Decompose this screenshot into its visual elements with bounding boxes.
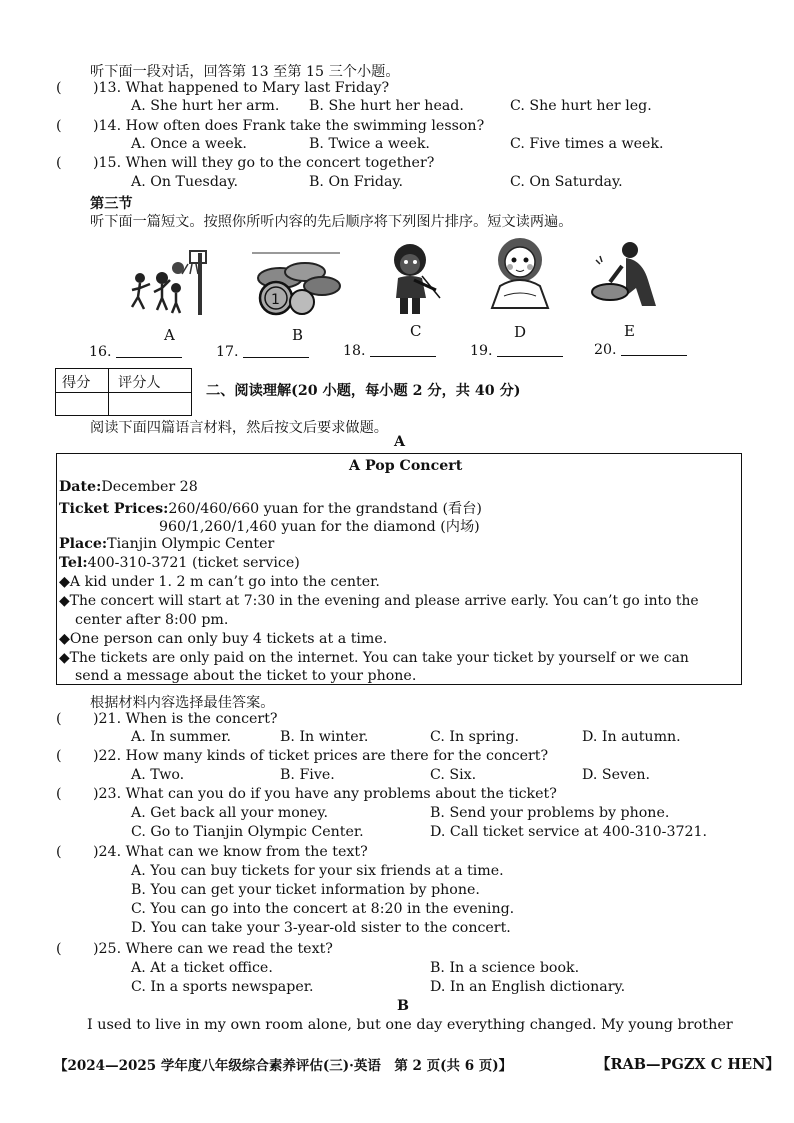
option-15b: B. On Friday.	[309, 174, 404, 190]
svg-text:1: 1	[271, 292, 280, 308]
score-table	[55, 368, 192, 416]
answer-line[interactable]	[621, 341, 687, 356]
picture-label-a: A	[164, 326, 175, 344]
option-14b: B. Twice a week.	[309, 136, 430, 152]
footer-page-info: 【2024—2025 学年度八年级综合素养评估(三)·英语 第 2 页(共 6 页)】	[54, 1058, 513, 1074]
date-label: Date:	[59, 479, 102, 495]
coins-icon	[250, 250, 345, 318]
question-15: )15. When will they go to the concert together?	[93, 155, 435, 171]
picture-label-e: E	[624, 322, 635, 340]
section-title: 第三节	[90, 196, 133, 212]
choose-instruction: 根据材料内容选择最佳答案。	[90, 695, 275, 711]
option-24c: C. You can go into the concert at 8:20 in the evening.	[131, 901, 515, 917]
rule-2-cont: center after 8:00 pm.	[75, 612, 229, 628]
doll-icon	[488, 236, 552, 314]
option-25d: D. In an English dictionary.	[430, 979, 626, 995]
option-24a: A. You can buy tickets for your six friends at a time.	[131, 863, 504, 879]
reading-instruction: 阅读下面四篇语言材料，然后按文后要求做题。	[90, 420, 388, 436]
answer-paren[interactable]: (	[56, 844, 62, 860]
prices-label: Ticket Prices:	[59, 501, 169, 517]
option-13c: C. She hurt her leg.	[510, 98, 652, 114]
answer-line[interactable]	[116, 343, 182, 358]
option-23b: B. Send your problems by phone.	[430, 805, 670, 821]
box-title: A Pop Concert	[349, 458, 463, 474]
blank-17[interactable]	[216, 343, 309, 360]
tel-line	[59, 555, 300, 571]
option-14a: A. Once a week.	[131, 136, 247, 152]
option-13b: B. She hurt her head.	[309, 98, 464, 114]
option-22c: C. Six.	[430, 767, 477, 783]
rule-2: ◆The concert will start at 7:30 in the evening and please arrive early. You can’t go into the	[59, 593, 699, 609]
answer-paren[interactable]: (	[56, 748, 62, 764]
option-25c: C. In a sports newspaper.	[131, 979, 314, 995]
listening-intro: 听下面一段对话，回答第 13 至第 15 三个小题。	[90, 64, 400, 80]
answer-line[interactable]	[243, 343, 309, 358]
date-value: December 28	[101, 479, 198, 495]
blank-number: 18.	[343, 343, 366, 359]
option-25b: B. In a science book.	[430, 960, 580, 976]
prices-line	[59, 498, 482, 518]
blank-number: 20.	[594, 342, 617, 358]
blank-18[interactable]	[343, 342, 436, 359]
option-21a: A. In summer.	[131, 729, 231, 745]
blank-number: 19.	[470, 343, 493, 359]
question-14: )14. How often does Frank take the swimming lesson?	[93, 118, 485, 134]
answer-paren[interactable]: (	[56, 118, 62, 134]
option-22a: A. Two.	[131, 767, 185, 783]
passage-b-text: I used to live in my own room alone, but one day everything changed. My young brother	[87, 1017, 733, 1033]
section-instruction: 听下面一篇短文。按照你所听内容的先后顺序将下列图片排序。短文读两遍。	[90, 214, 573, 230]
option-23a: A. Get back all your money.	[131, 805, 328, 821]
score-label: 得分	[62, 375, 91, 391]
kids-playing-basketball-icon	[128, 248, 220, 320]
option-21d: D. In autumn.	[582, 729, 681, 745]
prices-value: 260/460/660 yuan for the grandstand (看台)	[168, 501, 482, 517]
option-15a: A. On Tuesday.	[131, 174, 239, 190]
boy-playing-violin-icon	[384, 240, 446, 318]
option-13a: A. She hurt her arm.	[131, 98, 280, 114]
question-22: )22. How many kinds of ticket prices are there for the concert?	[93, 748, 549, 764]
rule-4-cont: send a message about the ticket to your phone.	[75, 668, 417, 684]
tel-value: 400-310-3721 (ticket service)	[87, 555, 300, 571]
question-24: )24. What can we know from the text?	[93, 844, 368, 860]
option-25a: A. At a ticket office.	[131, 960, 273, 976]
picture-label-b: B	[292, 326, 304, 344]
passage-a-letter: A	[394, 434, 406, 450]
reading-heading: 二、阅读理解(20 小题，每小题 2 分，共 40 分)	[206, 383, 521, 399]
picture-label-d: D	[514, 323, 527, 341]
place-value: Tianjin Olympic Center	[107, 536, 275, 552]
question-25: )25. Where can we read the text?	[93, 941, 333, 957]
date-line	[59, 479, 198, 495]
answer-paren[interactable]: (	[56, 786, 62, 802]
place-label: Place:	[59, 536, 108, 552]
answer-paren[interactable]: (	[56, 941, 62, 957]
answer-line[interactable]	[497, 342, 563, 357]
option-23c: C. Go to Tianjin Olympic Center.	[131, 824, 364, 840]
rule-4: ◆The tickets are only paid on the internet. You can take your ticket by yourself or we can	[59, 650, 689, 666]
tel-label: Tel:	[59, 555, 88, 571]
rule-3: ◆One person can only buy 4 tickets at a time.	[59, 631, 388, 647]
woman-washing-clothes-icon	[590, 240, 668, 312]
option-24d: D. You can take your 3-year-old sister to the concert.	[131, 920, 511, 936]
option-22d: D. Seven.	[582, 767, 651, 783]
option-22b: B. Five.	[280, 767, 335, 783]
option-15c: C. On Saturday.	[510, 174, 623, 190]
blank-20[interactable]	[594, 341, 687, 358]
concert-info-box	[56, 453, 742, 685]
answer-line[interactable]	[370, 342, 436, 357]
answer-paren[interactable]: (	[56, 155, 62, 171]
passage-b-letter: B	[397, 998, 409, 1014]
blank-number: 17.	[216, 344, 239, 360]
option-21b: B. In winter.	[280, 729, 369, 745]
blank-19[interactable]	[470, 342, 563, 359]
question-21: )21. When is the concert?	[93, 711, 278, 727]
question-13: )13. What happened to Mary last Friday?	[93, 80, 390, 96]
answer-paren[interactable]: (	[56, 711, 62, 727]
option-24b: B. You can get your ticket information by phone.	[131, 882, 480, 898]
answer-paren[interactable]: (	[56, 80, 62, 96]
place-line	[59, 536, 274, 552]
footer-code: 【RAB—PGZX C HEN】	[596, 1056, 780, 1073]
option-23d: D. Call ticket service at 400-310-3721.	[430, 824, 708, 840]
blank-16[interactable]	[89, 343, 182, 360]
rule-1: ◆A kid under 1. 2 m can’t go into the center.	[59, 574, 380, 590]
option-21c: C. In spring.	[430, 729, 520, 745]
blank-number: 16.	[89, 344, 112, 360]
option-14c: C. Five times a week.	[510, 136, 664, 152]
picture-label-c: C	[410, 322, 422, 340]
prices-value-2: 960/1,260/1,460 yuan for the diamond (内场)	[159, 519, 480, 535]
question-23: )23. What can you do if you have any problems about the ticket?	[93, 786, 557, 802]
grader-label: 评分人	[118, 375, 161, 391]
